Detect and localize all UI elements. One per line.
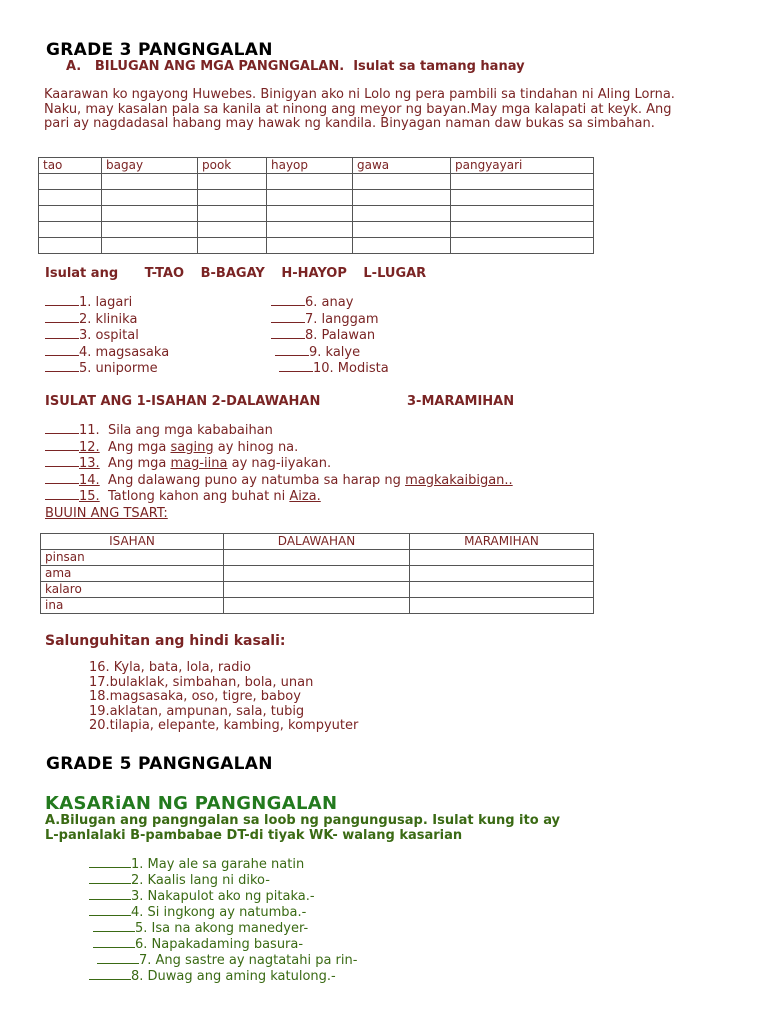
answer-blank[interactable]	[45, 344, 79, 356]
list-item: 15. Tatlong kahon ang buhat ni Aiza.	[45, 488, 513, 505]
table-row	[39, 206, 594, 222]
header-bagay: bagay	[102, 158, 198, 174]
list-item: 1. lagari	[45, 294, 169, 311]
answer-blank[interactable]	[279, 360, 313, 372]
header-pangyayari: pangyayari	[451, 158, 594, 174]
isulat-number-heading: ISULAT ANG 1-ISAHAN 2-DALAWAHAN	[45, 394, 321, 409]
list-item: 12. Ang mga saging ay hinog na.	[45, 439, 513, 456]
odd-items-list	[89, 661, 358, 734]
answer-blank[interactable]	[45, 439, 79, 451]
list-item: 7. langgam	[271, 311, 389, 328]
list-item: 16. Kyla, bata, lola, radio	[89, 660, 252, 675]
list-item: 14. Ang dalawang puno ay natumba sa harap ng magkakaibigan..	[45, 472, 513, 489]
table-header-row	[39, 158, 594, 174]
paragraph-line: Naku, may kasalan pala sa kanila at ninong ang meyor ng bayan.May mga kalapati at keyk. Ang	[44, 101, 672, 117]
list-item: 4. magsasaka	[45, 344, 169, 361]
table-row	[41, 582, 594, 598]
answer-blank[interactable]	[45, 488, 79, 500]
section-a-heading	[66, 59, 525, 74]
noun-classification-table	[38, 157, 594, 254]
answer-blank[interactable]	[89, 968, 131, 980]
table-row	[39, 174, 594, 190]
salungguhitan-heading: Salunguhitan ang hindi kasali:	[45, 633, 286, 649]
grade3-title: GRADE 3 PANGNGALAN	[46, 40, 273, 60]
row-word: ina	[41, 598, 224, 614]
header-maramihan: MARAMIHAN	[410, 534, 594, 550]
answer-blank[interactable]	[45, 455, 79, 467]
kasarian-instructions	[45, 814, 560, 843]
list-item: 6. Napakadaming basura-	[93, 936, 357, 952]
sentences-list	[45, 422, 513, 505]
paragraph-line: pari ay nagdadasal habang may hawak ng kandila. Binyagan naman daw bukas sa simbahan.	[44, 116, 655, 131]
table-row	[39, 238, 594, 254]
answer-blank[interactable]	[45, 294, 79, 306]
header-pook: pook	[198, 158, 267, 174]
answer-blank[interactable]	[45, 472, 79, 484]
answer-blank[interactable]	[89, 856, 131, 868]
header-gawa: gawa	[353, 158, 451, 174]
answer-blank[interactable]	[271, 327, 305, 339]
list-item: 13. Ang mga mag-iina ay nag-iiyakan.	[45, 455, 513, 472]
list-item: 8. Palawan	[271, 327, 389, 344]
section-a-text: BILUGAN ANG MGA PANGNGALAN.	[94, 59, 345, 74]
list-item: 6. anay	[271, 294, 389, 311]
list-item: 10. Modista	[279, 360, 389, 377]
list-item: 2. Kaalis lang ni diko-	[89, 872, 357, 888]
number-chart-table	[40, 533, 594, 614]
table-row	[41, 550, 594, 566]
code-tao: T-TAO	[144, 266, 185, 281]
list-item: 19.aklatan, ampunan, sala, tubig	[89, 703, 305, 719]
answer-blank[interactable]	[89, 872, 131, 884]
code-lugar: L-LUGAR	[363, 266, 427, 281]
answer-blank[interactable]	[45, 311, 79, 323]
code-bagay: B-BAGAY	[200, 266, 265, 281]
table-row	[41, 598, 594, 614]
answer-blank[interactable]	[45, 422, 79, 434]
table-row	[41, 566, 594, 582]
table-row	[39, 190, 594, 206]
answer-blank[interactable]	[89, 904, 131, 916]
list-item: 4. Si ingkong ay natumba.-	[89, 904, 357, 920]
story-paragraph	[44, 88, 675, 132]
list-item: 5. uniporme	[45, 360, 169, 377]
maramihan-code: 3-MARAMIHAN	[407, 394, 515, 409]
list-item: 11. Sila ang mga kababaihan	[45, 422, 513, 439]
list-item: 5. Isa na akong manedyer-	[93, 920, 357, 936]
list-item: 3. Nakapulot ako ng pitaka.-	[89, 888, 357, 904]
answer-blank[interactable]	[271, 294, 305, 306]
answer-blank[interactable]	[93, 936, 135, 948]
answer-blank[interactable]	[275, 344, 309, 356]
kasarian-items-list	[89, 856, 357, 984]
section-a-label: A.	[66, 59, 82, 74]
code-hayop: H-HAYOP	[281, 266, 347, 281]
answer-blank[interactable]	[93, 920, 135, 932]
instruction-line: L-panlalaki B-pambabae DT-di tiyak WK- walang kasarian	[45, 827, 463, 843]
items-right-list	[271, 294, 389, 377]
answer-blank[interactable]	[89, 888, 131, 900]
row-word: pinsan	[41, 550, 224, 566]
grade5-title: GRADE 5 PANGNGALAN	[46, 754, 273, 774]
list-item: 17.bulaklak, simbahan, bola, unan	[89, 674, 314, 690]
row-word: kalaro	[41, 582, 224, 598]
header-isahan: ISAHAN	[41, 534, 224, 550]
answer-blank[interactable]	[271, 311, 305, 323]
isulat-ang-heading	[45, 266, 426, 281]
buuin-heading: BUUIN ANG TSART:	[45, 506, 168, 521]
list-item: 2. klinika	[45, 311, 169, 328]
paragraph-line: Kaarawan ko ngayong Huwebes. Binigyan ako ni Lolo ng pera pambili sa tindahan ni Aling Lorna.	[44, 87, 675, 102]
header-tao: tao	[39, 158, 102, 174]
list-item: 3. ospital	[45, 327, 169, 344]
list-item: 8. Duwag ang aming katulong.-	[89, 968, 357, 984]
list-item: 1. May ale sa garahe natin	[89, 856, 357, 872]
answer-blank[interactable]	[45, 360, 79, 372]
kasarian-title: KASARiAN NG PANGNGALAN	[45, 793, 338, 814]
table-header-row	[41, 534, 594, 550]
list-item: 7. Ang sastre ay nagtatahi pa rin-	[97, 952, 357, 968]
items-left-list	[45, 294, 169, 377]
header-hayop: hayop	[267, 158, 353, 174]
list-item: 18.magsasaka, oso, tigre, baboy	[89, 689, 301, 704]
row-word: ama	[41, 566, 224, 582]
list-item: 20.tilapia, elepante, kambing, kompyuter	[89, 718, 359, 733]
answer-blank[interactable]	[45, 327, 79, 339]
list-item: 9. kalye	[275, 344, 389, 361]
answer-blank[interactable]	[97, 952, 139, 964]
isulat-ang-label: Isulat ang	[45, 266, 119, 281]
header-dalawahan: DALAWAHAN	[224, 534, 410, 550]
section-a-sub: Isulat sa tamang hanay	[353, 59, 525, 74]
table-row	[39, 222, 594, 238]
instruction-line: A.Bilugan ang pangngalan sa loob ng pangungusap. Isulat kung ito ay	[45, 813, 561, 828]
